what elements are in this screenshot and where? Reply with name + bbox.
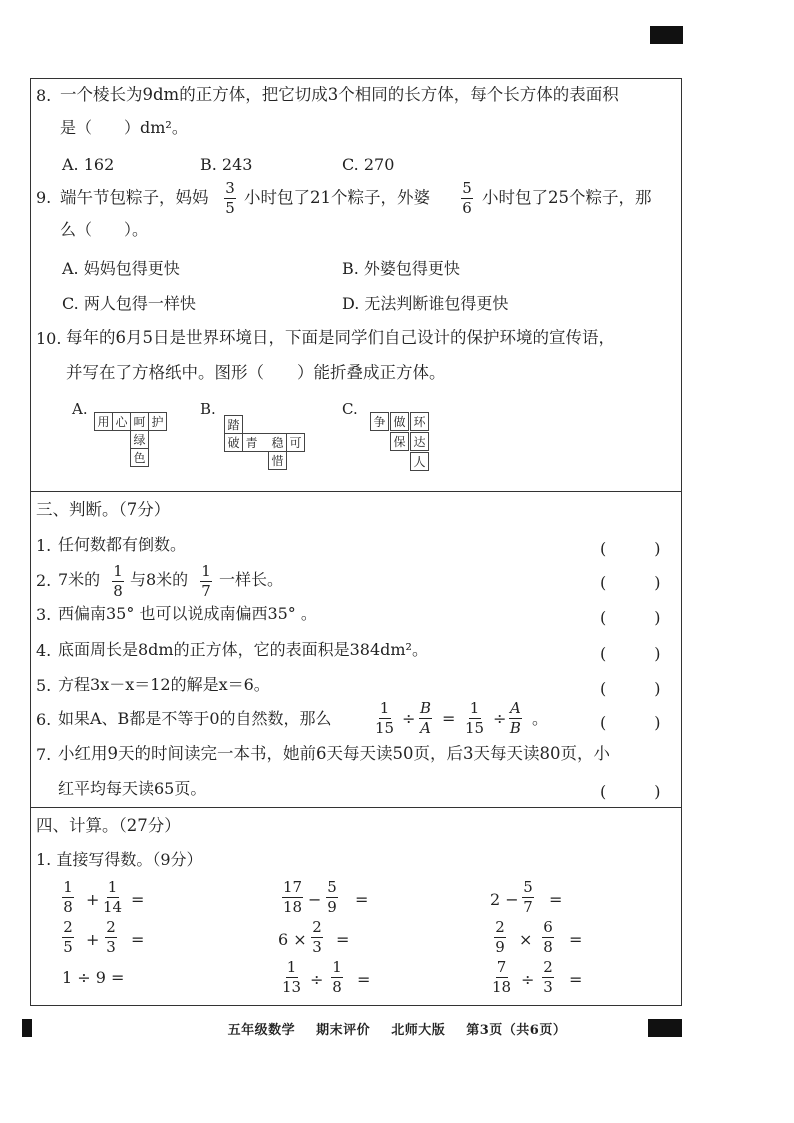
fraction: $\frac{2}{3}$ <box>543 958 553 996</box>
net-cell: 踏 <box>224 415 243 434</box>
option-a[interactable]: A. 162 <box>62 155 115 174</box>
option-a-label[interactable]: A. <box>72 400 88 418</box>
fraction: $\frac{A}{B}$ <box>509 699 521 737</box>
item-number: 4. <box>36 641 52 660</box>
fraction: $\frac{1}{13}$ <box>282 958 302 996</box>
item-text: 一样长。 <box>219 570 284 589</box>
item-text: 如果A、B都是不等于0的自然数，那么 <box>58 709 332 728</box>
footer-exam: 期末评价 <box>316 1023 371 1038</box>
fraction: $\frac{1}{15}$ <box>465 699 485 737</box>
equals: = <box>549 890 563 909</box>
question-number: 9. <box>36 188 52 207</box>
section-divider-4 <box>31 807 681 808</box>
page-footer <box>0 1019 794 1038</box>
operator: ÷ <box>402 709 416 728</box>
answer-paren-6[interactable]: ( ) <box>600 713 661 732</box>
option-a[interactable]: A. 妈妈包得更快 <box>62 259 180 278</box>
item-number: 1. <box>36 536 52 555</box>
fraction: $\frac{6}{8}$ <box>543 918 553 956</box>
net-cell: 青 <box>242 433 261 452</box>
equals: = <box>569 930 583 949</box>
net-cell: 可 <box>286 433 305 452</box>
option-c[interactable]: C. 270 <box>342 155 395 174</box>
expression: 1 ÷ 9 = <box>62 968 125 987</box>
operator: ÷ <box>521 970 535 989</box>
item-text: 。 <box>532 709 549 728</box>
equals: = <box>336 930 350 949</box>
equals: = <box>357 970 371 989</box>
footer-grade: 五年级数学 <box>227 1023 296 1038</box>
equals: = <box>355 890 369 909</box>
option-d[interactable]: D. 无法判断谁包得更快 <box>342 294 509 313</box>
option-b[interactable]: B. 243 <box>200 155 253 174</box>
option-c[interactable]: C. 两人包得一样快 <box>62 294 196 313</box>
net-cell: 惜 <box>268 451 287 470</box>
item-text: 方程3x－x＝12的解是x＝6。 <box>58 675 270 694</box>
net-cell: 人 <box>410 452 429 471</box>
fraction: $\frac{17}{18}$ <box>283 878 303 916</box>
net-cell: 环 <box>410 412 429 431</box>
net-cell: 绿 <box>130 430 149 449</box>
answer-paren-7[interactable]: ( ) <box>600 782 661 801</box>
fraction-mom: $\frac{3}{5}$ <box>225 179 235 217</box>
fraction: $\frac{2}{3}$ <box>106 918 116 956</box>
fraction: $\frac{1}{15}$ <box>375 699 395 737</box>
net-cell: 争 <box>370 412 389 431</box>
question-text: 每年的6月5日是世界环境日，下面是同学们自己设计的保护环境的宣传语， <box>66 328 615 347</box>
footer-page-number: 第3页（共6页） <box>466 1023 567 1038</box>
item-number: 3. <box>36 605 52 624</box>
operator: ÷ <box>493 709 507 728</box>
operator: + <box>86 930 100 949</box>
fraction: $\frac{2}{5}$ <box>63 918 73 956</box>
section-title: 四、计算。（27分） <box>36 816 181 835</box>
option-c-label[interactable]: C. <box>342 400 358 418</box>
fraction: $\frac{1}{8}$ <box>113 562 123 600</box>
fraction: $\frac{2}{3}$ <box>312 918 322 956</box>
fraction-grandma: $\frac{5}{6}$ <box>462 179 472 217</box>
answer-paren-2[interactable]: ( ) <box>600 573 661 592</box>
item-number: 6. <box>36 710 52 729</box>
net-cell: 用 <box>94 412 113 431</box>
item-text: 西偏南35° 也可以说成南偏西35° 。 <box>58 604 317 623</box>
footer-edition: 北师大版 <box>391 1023 446 1038</box>
option-b[interactable]: B. 外婆包得更快 <box>342 259 460 278</box>
operator: = <box>442 709 456 728</box>
operator: − <box>308 890 322 909</box>
operand: 2 − <box>490 890 519 909</box>
net-cell: 色 <box>130 448 149 467</box>
item-number: 7. <box>36 745 52 764</box>
net-cell-blank <box>260 433 270 452</box>
fraction: $\frac{5}{9}$ <box>327 878 337 916</box>
operand: 6 × <box>278 930 307 949</box>
registration-mark-top-right <box>650 26 683 44</box>
section-divider-3 <box>31 491 681 492</box>
item-text: 底面周长是8dm的正方体，它的表面积是384dm²。 <box>58 640 428 659</box>
subsection-title: 1. 直接写得数。（9分） <box>36 850 203 869</box>
fraction: $\frac{5}{7}$ <box>523 878 533 916</box>
fraction: $\frac{1}{14}$ <box>103 878 123 916</box>
fraction: $\frac{7}{18}$ <box>492 958 512 996</box>
item-number: 2. <box>36 571 52 590</box>
equals: = <box>569 970 583 989</box>
operator: × <box>519 930 533 949</box>
answer-paren-3[interactable]: ( ) <box>600 608 661 627</box>
operator: + <box>86 890 100 909</box>
question-number: 8. <box>36 86 52 105</box>
item-text: 任何数都有倒数。 <box>58 535 187 554</box>
question-text-line2: 是（ ）dm²。 <box>60 118 188 137</box>
fraction: $\frac{1}{8}$ <box>332 958 342 996</box>
section-title: 三、判断。（7分） <box>36 500 171 519</box>
question-text-line2: 么（ ）。 <box>60 220 149 239</box>
answer-paren-5[interactable]: ( ) <box>600 679 661 698</box>
net-cell: 破 <box>224 433 243 452</box>
fraction: $\frac{B}{A}$ <box>420 699 432 737</box>
item-number: 5. <box>36 676 52 695</box>
answer-paren-4[interactable]: ( ) <box>600 644 661 663</box>
item-text-line2: 红平均每天读65页。 <box>58 779 207 798</box>
question-text: 端午节包粽子，妈妈 <box>60 188 209 207</box>
net-cell: 做 <box>390 412 409 431</box>
question-text-line2: 并写在了方格纸中。图形（ ）能折叠成正方体。 <box>66 363 446 382</box>
item-text: 与8米的 <box>130 570 189 589</box>
equals: = <box>131 930 145 949</box>
question-text: 小时包了25个粽子，那 <box>482 188 652 207</box>
question-number: 10. <box>36 329 62 348</box>
item-text: 小红用9天的时间读完一本书，她前6天每天读50页，后3天每天读80页，小 <box>58 744 610 763</box>
net-cell: 保 <box>390 432 409 451</box>
operator: ÷ <box>310 970 324 989</box>
question-text: 小时包了21个粽子，外婆 <box>244 188 430 207</box>
answer-paren-1[interactable]: ( ) <box>600 539 661 558</box>
net-cell: 稳 <box>268 433 287 452</box>
fraction: $\frac{1}{7}$ <box>201 562 211 600</box>
net-cell: 心 <box>112 412 131 431</box>
fraction: $\frac{1}{8}$ <box>63 878 73 916</box>
net-cell: 呵 <box>130 412 149 431</box>
fraction: $\frac{2}{9}$ <box>495 918 505 956</box>
net-cell: 护 <box>148 412 167 431</box>
option-b-label[interactable]: B. <box>200 400 216 418</box>
item-text: 7米的 <box>58 570 101 589</box>
net-cell: 达 <box>410 432 429 451</box>
equals: = <box>131 890 145 909</box>
question-text: 一个棱长为9dm的正方体，把它切成3个相同的长方体，每个长方体的表面积 <box>60 85 619 104</box>
